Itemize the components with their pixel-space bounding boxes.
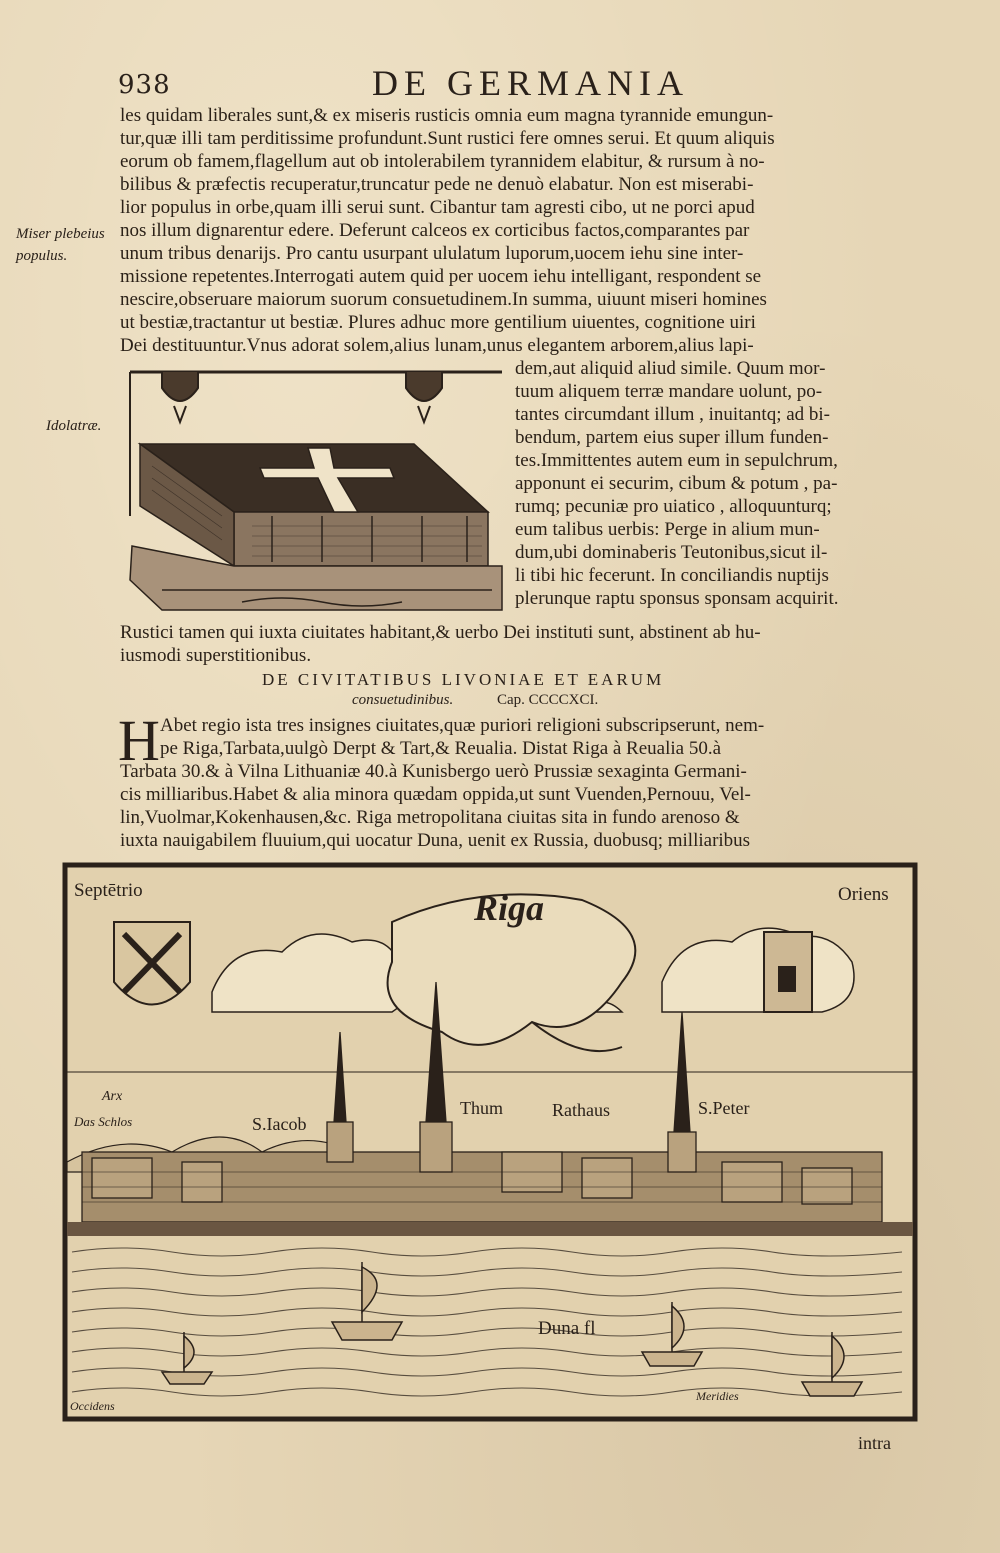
map-label-river: Duna fl (538, 1318, 596, 1339)
page-header (112, 62, 942, 104)
drop-cap-initial: H (118, 708, 160, 773)
coffin-woodcut (122, 366, 510, 618)
section-subheading (352, 692, 598, 709)
text-line: bilibus & præfectis recuperatur,truncatur pede ne denuò elabatur. Non est miserabi- (120, 174, 754, 195)
riga-map-woodcut (62, 862, 918, 1422)
text-line: apponunt ei securim, cibum & potum , pa- (515, 473, 838, 494)
text-line: dum,ubi dominaberis Teutonibus,sicut il- (515, 542, 828, 563)
text-line: lior populus in orbe,quam illi serui sunt. Cibantur tam agresti cibo, ut ne porci apud (120, 197, 755, 218)
map-label-west: Occidens (70, 1399, 115, 1413)
marginal-note-populus: populus. (16, 248, 68, 264)
text-line: bendum, partem eius super illum funden- (515, 427, 829, 448)
map-label-schlos: Das Schlos (74, 1114, 133, 1129)
page-number: 938 (118, 70, 171, 100)
marginal-note-idolatrae: Idolatræ. (46, 418, 102, 434)
section-heading: DE CIVITATIBUS LIVONIAE ET EARUM (262, 670, 665, 689)
text-line: iusmodi superstitionibus. (120, 645, 312, 666)
map-label-s-jacob: S.Iacob (252, 1114, 307, 1134)
map-label-thum: Thum (460, 1098, 503, 1118)
marginal-note-miser: Miser plebeius (16, 226, 105, 242)
text-line: li tibi hic fecerunt. In conciliandis nuptijs (515, 565, 829, 586)
map-label-arx: Arx (102, 1089, 123, 1104)
text-line: nos illum dignarentur edere. Deferunt calceos ex corticibus factos,comparantes par (120, 220, 750, 241)
map-title: Riga (474, 888, 545, 928)
map-label-north: Septētrio (74, 880, 143, 901)
text-line: dem,aut aliquid aliud simile. Quum mor- (515, 358, 826, 379)
text-line: eum talibus uerbis: Perge in alium mun- (515, 519, 820, 540)
text-line: les quidam liberales sunt,& ex miseris rusticis omnia eum magna tyrannide emungun- (120, 105, 774, 126)
text-line: Tarbata 30.& à Vilna Lithuaniæ 40.à Kunisbergo uerò Prussiæ sexaginta Germani- (120, 761, 747, 782)
text-line: tuum aliquem terræ mandare uolunt, po- (515, 381, 823, 402)
text-line: lin,Vuolmar,Kokenhausen,&c. Riga metropolitana ciuitas sita in fundo arenoso & (120, 807, 740, 828)
map-label-east: Oriens (838, 884, 889, 905)
text-line: unum tribus denarijs. Pro cantu usurpant ululatum luporum,uocem iehu sine inter- (120, 243, 744, 264)
text-line: tur,quæ illi tam perditissime profundunt.Sunt rustici fere omnes serui. Et quum aliquis (120, 128, 775, 149)
text-line: Dei destituuntur.Vnus adorat solem,alius lunam,unus elegantem arborem,alius lapi- (120, 335, 754, 356)
catchword: intra (858, 1433, 891, 1453)
chapter-number: Cap. CCCCXCI. (497, 692, 599, 708)
running-title: DE GERMANIA (372, 63, 689, 103)
text-line: tantes circumdant illum , inuitantq; ad bi- (515, 404, 831, 425)
text-line: cis milliaribus.Habet & alia minora quædam oppida,ut sunt Vuenden,Pernouu, Vel- (120, 784, 751, 805)
text-line: rumq; pecuniæ pro uiatico , alloquunturq; (515, 496, 832, 517)
text-line: Abet regio ista tres insignes ciuitates,quæ puriori religioni subscripserunt, nem- (160, 715, 765, 736)
text-line: ut bestiæ,tractantur ut bestiæ. Plures adhuc more gentilium uiuentes, cognitione uiri (120, 312, 756, 333)
text-line: tes.Immittentes autem eum in sepulchrum, (515, 450, 838, 471)
text-line: pe Riga,Tarbata,uulgò Derpt & Tart,& Reualia. Distat Riga à Reualia 50.à (160, 738, 722, 759)
map-label-rathaus: Rathaus (552, 1100, 610, 1120)
map-label-south: Meridies (696, 1389, 739, 1403)
section-subheading-text: consuetudinibus. (352, 692, 454, 708)
text-line: missione repetentes.Interrogati autem quid per uocem iehu intelligant, respondent se (120, 266, 762, 287)
text-line: plerunque raptu sponsus sponsam acquirit. (515, 588, 839, 609)
text-line: eorum ob famem,flagellum aut ob intolerabilem tyrannidem elabitur, & rursum à no- (120, 151, 765, 172)
text-line: nescire,obseruare maiorum suorum consuetudinem.In summa, uiuunt miseri homines (120, 289, 767, 310)
map-label-s-peter: S.Peter (698, 1098, 750, 1118)
text-line: Rustici tamen qui iuxta ciuitates habitant,& uerbo Dei instituti sunt, abstinent ab hu- (120, 622, 761, 643)
text-line: iuxta nauigabilem fluuium,qui uocatur Duna, uenit ex Russia, duobusq; milliaribus (120, 830, 751, 851)
